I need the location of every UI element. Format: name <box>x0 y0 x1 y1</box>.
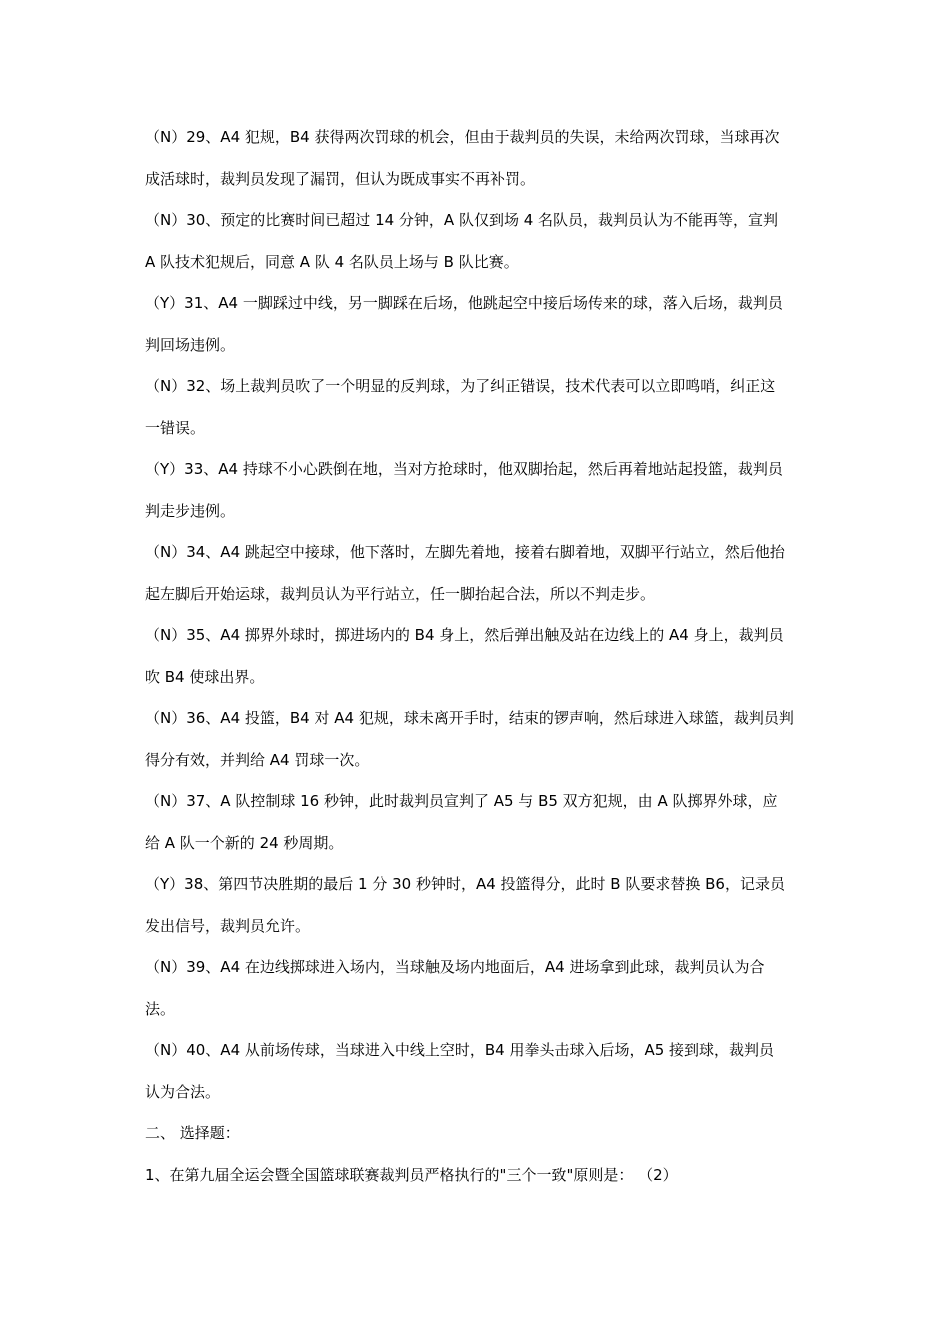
item-38-line-1: （Y）38、第四节决胜期的最后 1 分 30 秒钟时，A4 投篮得分，此时 B 队要求替换 B6，记录员 <box>145 875 785 893</box>
item-33-line-1: （Y）33、A4 持球不小心跌倒在地，当对方抢球时，他双脚抬起，然后再着地站起投篮，裁判员 <box>145 460 783 478</box>
item-35-line-2: 吹 B4 使球出界。 <box>145 667 265 686</box>
true-false-item-31 <box>145 288 810 360</box>
true-false-item-29 <box>145 122 810 194</box>
item-29-line-1: （N）29、A4 犯规，B4 获得两次罚球的机会，但由于裁判员的失误，未给两次罚球，当球再次 <box>145 128 780 146</box>
item-34-line-1: （N）34、A4 跳起空中接球，他下落时，左脚先着地，接着右脚着地，双脚平行站立，然后他抬 <box>145 543 785 561</box>
true-false-item-40 <box>145 1035 810 1107</box>
item-36-line-1: （N）36、A4 投篮，B4 对 A4 犯规，球未离开手时，结束的锣声响，然后球进入球篮，裁判员判 <box>145 709 794 727</box>
item-39-line-2: 法。 <box>145 999 176 1018</box>
choice-question-1: 1、在第九届全运会暨全国篮球联赛裁判员严格执行的"三个一致"原则是： （2） <box>145 1165 678 1184</box>
document-body <box>145 122 810 1190</box>
true-false-item-35 <box>145 620 810 692</box>
true-false-item-34 <box>145 537 810 609</box>
item-40-line-2: 认为合法。 <box>145 1082 221 1101</box>
item-34-line-2: 起左脚后开始运球，裁判员认为平行站立，任一脚抬起合法，所以不判走步。 <box>145 584 656 603</box>
item-40-line-1: （N）40、A4 从前场传球，当球进入中线上空时，B4 用拳头击球入后场，A5 接到球，裁判员 <box>145 1041 775 1059</box>
true-false-item-32 <box>145 371 810 443</box>
item-36-line-2: 得分有效，并判给 A4 罚球一次。 <box>145 750 370 769</box>
item-31-line-2: 判回场违例。 <box>145 335 236 354</box>
item-39-line-1: （N）39、A4 在边线掷球进入场内，当球触及场内地面后，A4 进场拿到此球，裁判员认为合 <box>145 958 765 976</box>
true-false-item-33 <box>145 454 810 526</box>
true-false-item-38 <box>145 869 810 941</box>
item-37-line-1: （N）37、A 队控制球 16 秒钟，此时裁判员宣判了 A5 与 B5 双方犯规，由 A 队掷界外球，应 <box>145 792 778 810</box>
item-29-line-2: 成活球时，裁判员发现了漏罚，但认为既成事实不再补罚。 <box>145 169 536 188</box>
true-false-item-36 <box>145 703 810 775</box>
item-37-line-2: 给 A 队一个新的 24 秒周期。 <box>145 833 344 852</box>
section-heading: 二、 选择题： <box>145 1124 240 1142</box>
item-31-line-1: （Y）31、A4 一脚踩过中线，另一脚踩在后场，他跳起空中接后场传来的球，落入后场，裁判员 <box>145 294 783 312</box>
item-30-line-1: （N）30、预定的比赛时间已超过 14 分钟，A 队仅到场 4 名队员，裁判员认为不能再等，宣判 <box>145 211 779 229</box>
item-35-line-1: （N）35、A4 掷界外球时，掷进场内的 B4 身上，然后弹出触及站在边线上的 A4 身上，裁判员 <box>145 626 784 644</box>
item-33-line-2: 判走步违例。 <box>145 501 236 520</box>
true-false-item-39 <box>145 952 810 1024</box>
item-32-line-1: （N）32、场上裁判员吹了一个明显的反判球，为了纠正错误，技术代表可以立即鸣哨，纠正这 <box>145 377 776 395</box>
item-38-line-2: 发出信号，裁判员允许。 <box>145 916 311 935</box>
true-false-item-37 <box>145 786 810 858</box>
item-30-line-2: A 队技术犯规后，同意 A 队 4 名队员上场与 B 队比赛。 <box>145 252 519 271</box>
item-32-line-2: 一错误。 <box>145 418 206 437</box>
true-false-item-30 <box>145 205 810 277</box>
